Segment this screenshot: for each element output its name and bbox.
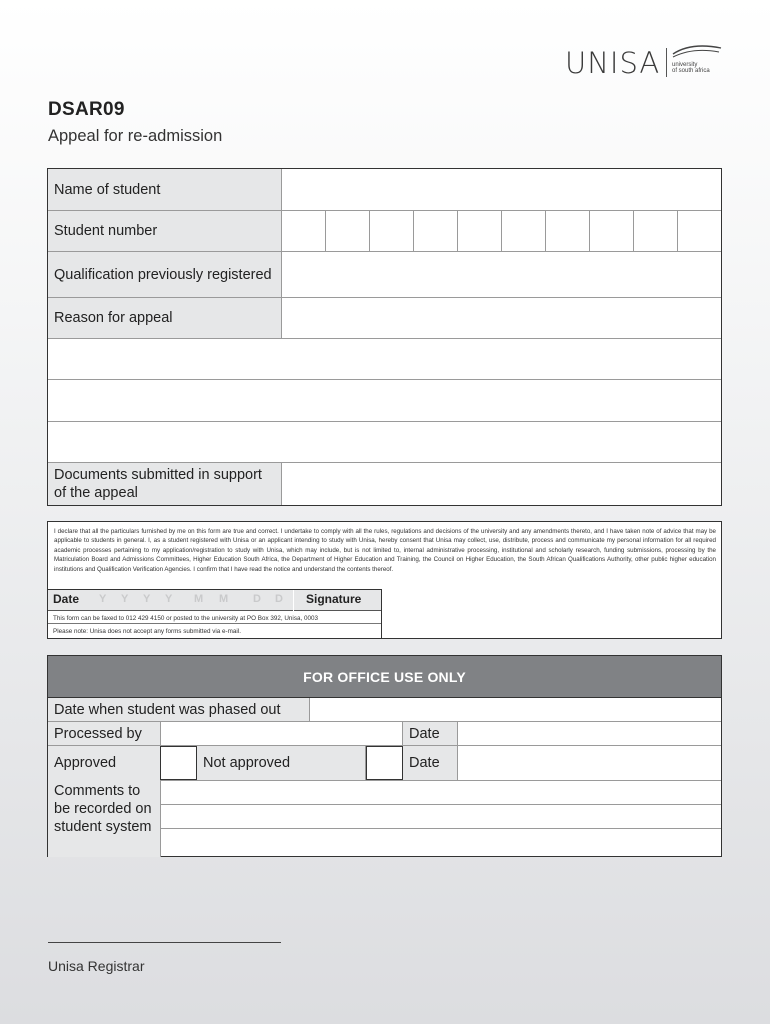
processed-by-input[interactable] (161, 722, 403, 745)
date-signature-divider (293, 590, 294, 611)
student-number-digit-box[interactable] (634, 211, 678, 251)
qualification-row (48, 252, 721, 298)
comments-line[interactable] (161, 805, 721, 829)
signature-field[interactable] (382, 589, 721, 638)
office-use-header: FOR OFFICE USE ONLY (48, 656, 721, 697)
email-note: Please note: Unisa does not accept any forms submitted via e-mail. (53, 628, 241, 635)
student-number-digit-box[interactable] (590, 211, 634, 251)
logo-wordmark: UNISA (565, 46, 661, 80)
form-code: DSAR09 (48, 99, 125, 120)
name-label: Name of student (48, 169, 282, 210)
comments-label: Comments to be recorded on student system (48, 780, 161, 857)
registrar-signature-line[interactable] (48, 942, 281, 943)
qualification-input[interactable] (282, 252, 721, 297)
student-number-digit-box[interactable] (678, 211, 721, 251)
documents-row (48, 463, 721, 505)
date-year-digit[interactable]: Y (165, 593, 173, 605)
declaration-text: I declare that all the particulars furnished by me on this form are true and correct. I undertake to comply with all the rules, regulations and decisions of the university and any amendments thereto, and I have taken note of advice that may be applicable to students in general. I, as a student registered with Unisa or an applicant intending to study with Unisa, hereby consent that Unisa may collect, use, distribute, process and communicate my personal information for all required academic processes pertaining to my application/registration to study with Unisa, which may include, but is not limited to, internal administrative processing, institutional and scholarly research, funding submissions, processing by the Matriculation Board and Admissions Committees, Higher Education South Africa, the Department of Higher Education and Training, the Council on Higher Education, the South African Qualifications Authority, other public higher education institutions and Qualification Verification Agencies. I confirm that I have read the notice and understand the contents thereof. (54, 528, 716, 573)
reason-continuation-line[interactable] (48, 380, 721, 422)
name-input[interactable] (282, 169, 721, 210)
office-use-block (47, 655, 722, 857)
processed-by-row (48, 722, 721, 746)
phased-out-date-input[interactable] (310, 698, 721, 721)
date-year-digit[interactable]: Y (143, 593, 151, 605)
reason-row (48, 298, 721, 339)
signature-label: Signature (306, 592, 362, 606)
documents-input[interactable] (282, 463, 721, 505)
date-month-digit[interactable]: M (194, 593, 204, 605)
not-approved-checkbox[interactable] (366, 746, 403, 780)
approved-label: Approved (48, 746, 161, 780)
phased-out-row (48, 697, 721, 722)
student-number-digit-box[interactable] (458, 211, 502, 251)
student-number-digit-box[interactable] (414, 211, 458, 251)
note-divider (48, 623, 381, 624)
documents-label: Documents submitted in support of the appeal (48, 463, 282, 505)
date-day-digit[interactable]: D (275, 593, 283, 605)
date-year-digit[interactable]: Y (121, 593, 129, 605)
student-number-digit-box[interactable] (546, 211, 590, 251)
processed-date-label: Date (403, 722, 458, 745)
comments-line[interactable] (161, 829, 721, 856)
reason-continuation-line[interactable] (48, 422, 721, 463)
registrar-label: Unisa Registrar (48, 958, 145, 974)
name-row (48, 169, 721, 211)
date-day-digit[interactable]: D (253, 593, 261, 605)
approved-checkbox[interactable] (160, 746, 197, 780)
form-title: Appeal for re-admission (48, 127, 223, 145)
logo-subtext: university of south africa (672, 62, 710, 74)
date-month-digit[interactable]: M (219, 593, 229, 605)
student-number-digit-box[interactable] (370, 211, 414, 251)
approval-row (48, 746, 721, 781)
approval-date-label: Date (403, 746, 458, 780)
declaration-block (47, 521, 722, 639)
logo-swoosh-icon (671, 44, 723, 60)
date-row (48, 590, 381, 611)
date-label: Date (53, 592, 80, 606)
approval-date-input[interactable] (458, 746, 721, 780)
qualification-label: Qualification previously registered (48, 252, 282, 297)
date-signature-block (48, 589, 382, 638)
unisa-logo (565, 44, 725, 80)
student-number-digit-box[interactable] (502, 211, 546, 251)
processed-date-input[interactable] (458, 722, 721, 745)
comments-line[interactable] (161, 780, 721, 805)
fax-note: This form can be faxed to 012 429 4150 or posted to the university at PO Box 392, Unisa, 0003 (53, 615, 318, 622)
processed-by-label: Processed by (48, 722, 161, 745)
phased-out-label: Date when student was phased out (48, 698, 310, 721)
student-number-digit-box[interactable] (282, 211, 326, 251)
not-approved-label: Not approved (197, 746, 366, 780)
student-number-digit-box[interactable] (326, 211, 370, 251)
reason-continuation-line[interactable] (48, 339, 721, 380)
reason-label: Reason for appeal (48, 298, 282, 338)
logo-divider (666, 48, 667, 77)
student-number-row (48, 211, 721, 252)
date-year-digit[interactable]: Y (99, 593, 107, 605)
student-number-label: Student number (48, 211, 282, 251)
student-details-table (47, 168, 722, 506)
reason-input[interactable] (282, 298, 721, 338)
